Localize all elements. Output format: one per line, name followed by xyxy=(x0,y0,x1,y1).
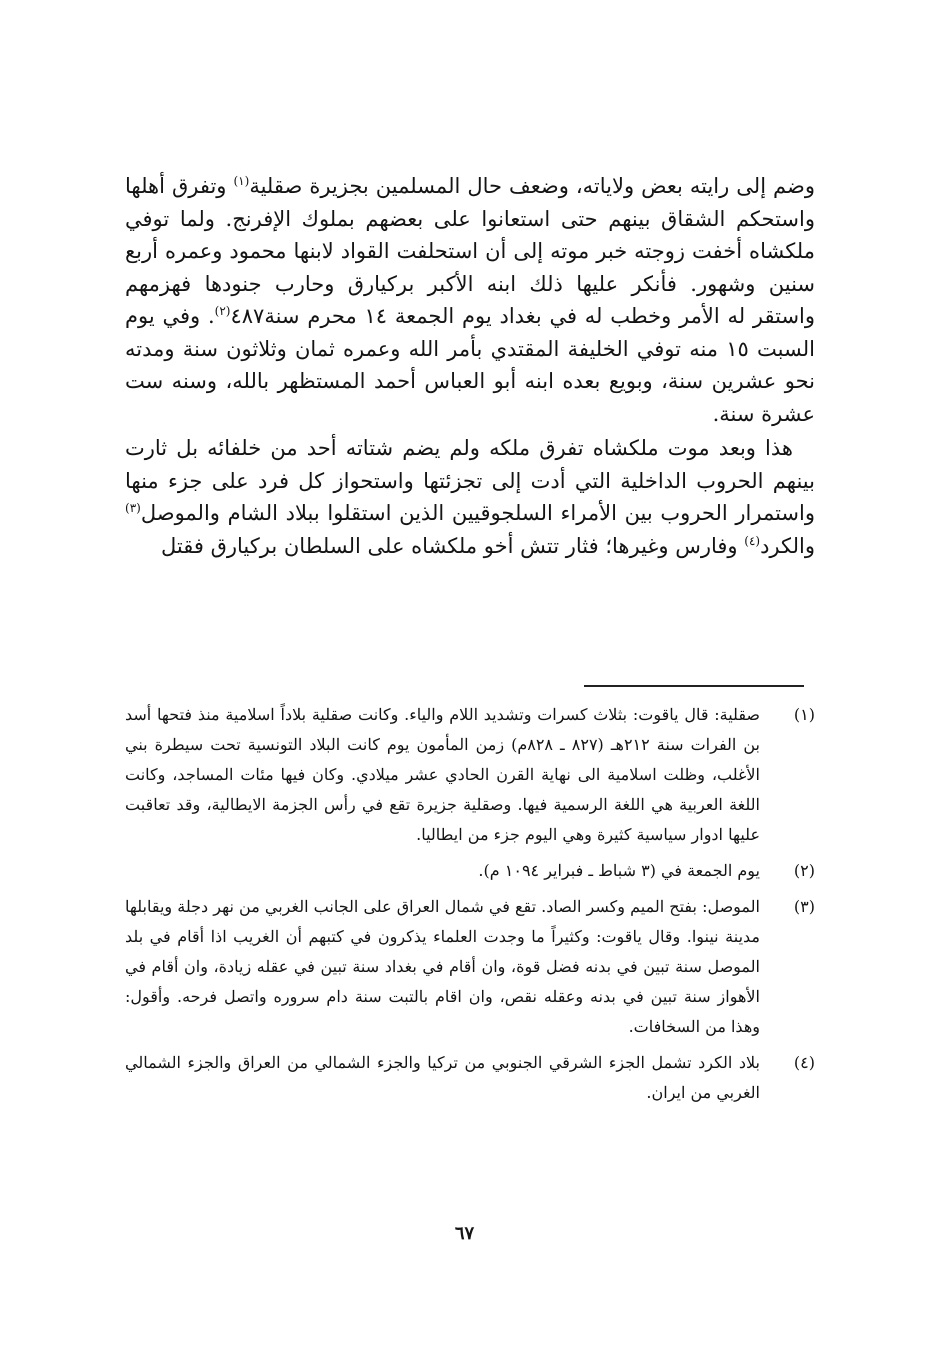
paragraph-2-part-2: والكرد xyxy=(760,533,815,558)
footnote-2-text: يوم الجمعة في (٣ شباط ـ فبراير ١٠٩٤ م). xyxy=(478,861,760,880)
paragraph-2-part-3: وفارس وغيرها؛ فثار تتش أخو ملكشاه على السلطان بركيارق فقتل xyxy=(161,533,745,558)
footnote-3-text: الموصل: بفتح الميم وكسر الصاد. تقع في شمال العراق على الجانب الغربي من نهر دجلة ويقابلها مدينة نينوا. وقال ياقوت: وكثيراً ما وجدت العلماء يذكرون في كتبهم أن الغريب اذا أقام في بلد الموصل سنة تبين في بدنه فضل قوة، وان أقام في بغداد سنة تبين في عقله زيادة، وان أقام في الأهواز سنة تبين في بدنه وعقله نقص، وان اقام بالتبت سنة دام سروره واتصل فرحه. وأقول: وهذا من السخافات. xyxy=(125,897,761,1036)
main-text xyxy=(125,170,815,562)
footnote-4 xyxy=(125,1048,815,1108)
footnotes-list xyxy=(125,700,815,1114)
footnote-2-number: (٢) xyxy=(793,861,815,880)
footnote-3 xyxy=(125,892,815,1042)
page-number: ٦٧ xyxy=(454,1223,475,1244)
footnote-ref-4: (٤) xyxy=(744,533,761,548)
footnote-ref-3: (٣) xyxy=(125,501,141,515)
paragraph-1-part-2: وتفرق أهلها واستحكم الشقاق بينهم حتى استعانوا على بعضهم بملوك الإفرنج. ولما توفي ملكشاه أخفت زوجته خبر موته إلى أن استحلفت القواد لابنها محمود وعمره أربع سنين وشهور. فأنكر عليها ذلك ابنه الأكبر بركيارق وحارب جنودها فهزمهم واستقر له الأمر وخطب له في بغداد يوم الجمعة ١٤ محرم سنة٤٨٧ xyxy=(125,174,816,328)
footnote-3-number: (٣) xyxy=(793,897,815,916)
paragraph-2-part-1: هذا وبعد موت ملكشاه تفرق ملكه ولم يضم شتاته أحد من خلفائه بل ثارت بينهم الحروب الداخلية التي أدت إلى تجزئتها واستحواز كل فرد على جزء منها واستمرار الحروب بين الأمراء السلجوقيين الذين استقلوا ببلاد الشام والموصل xyxy=(125,436,815,525)
footnote-4-text: بلاد الكرد تشمل الجزء الشرقي الجنوبي من تركيا والجزء الشمالي من العراق والجزء الشمالي الغربي من ايران. xyxy=(125,1053,760,1102)
footnote-ref-1: (١) xyxy=(233,174,250,188)
paragraph-2 xyxy=(125,432,815,562)
paragraph-1 xyxy=(125,170,815,430)
footnote-2 xyxy=(125,856,815,886)
paragraph-1-part-3: . وفي يوم السبت ١٥ منه توفي الخليفة المقتدي بأمر الله وعمره ثمان وثلاثون سنة ومدته نحو عشرين سنة، وبويع بعده ابنه أبو العباس أحمد المستظهر بالله، وسنه ست عشرة سنة. xyxy=(125,304,815,426)
footnote-4-number: (٤) xyxy=(793,1053,815,1072)
footnote-1-number: (١) xyxy=(793,705,815,724)
footnote-1-text: صقلية: قال ياقوت: بثلاث كسرات وتشديد اللام والياء. وكانت صقلية بلاداً اسلامية منذ فتحها أسد بن الفرات سنة ٢١٢هـ (٨٢٧ ـ ٨٢٨م) زمن المأمون يوم كانت البلاد التونسية تحت سيطرة بني الأغلب، وظلت اسلامية الى نهاية القرن الحادي عشر ميلادي. وكان فيها مئات المساجد، وكانت اللغة العربية هي اللغة الرسمية فيها. وصقلية جزيرة تقع في رأس الجزمة الايطالية، وقد تعاقبت عليها ادوار سياسية كثيرة وهي اليوم جزء من ايطاليا. xyxy=(125,705,761,844)
footnote-1 xyxy=(125,700,815,850)
footnote-ref-2: (٢) xyxy=(214,304,231,318)
footnote-divider xyxy=(584,685,804,687)
paragraph-1-part-1: وضم إلى رايته بعض ولاياته، وضعف حال المسلمين بجزيرة صقلية xyxy=(249,174,815,198)
